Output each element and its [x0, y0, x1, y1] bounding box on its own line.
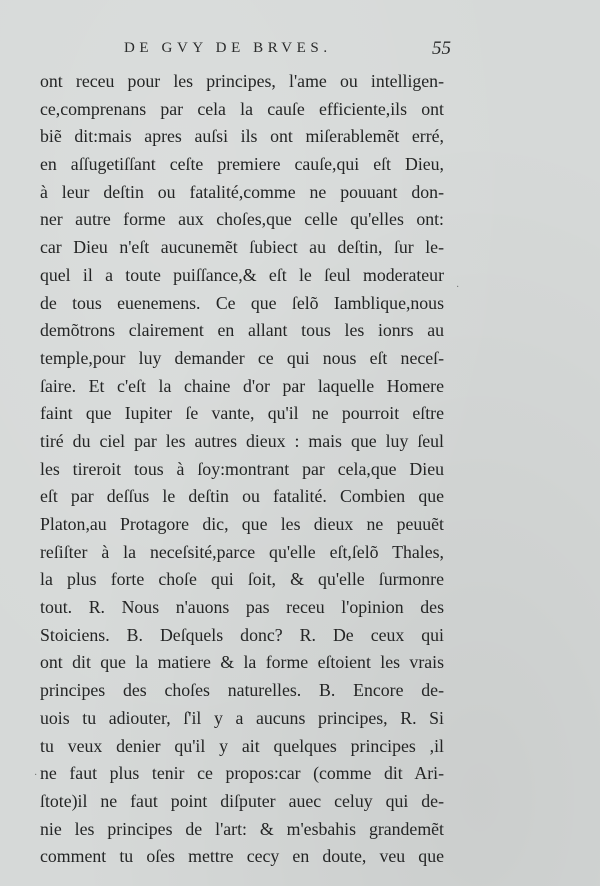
- text-line: la plus forte choſe qui ſoit, & qu'elle ſurmonre: [40, 569, 444, 590]
- text-line: car Dieu n'eſt aucunemẽt ſubiect au deſtin, ſur le-: [40, 237, 444, 258]
- text-line: ſaire. Et c'eſt la chaine d'or par laquelle Homere: [40, 375, 444, 396]
- text-line: biẽ dit:mais apres auſsi ils ont miſerablemẽt erré,: [40, 126, 444, 147]
- text-line: principes des choſes naturelles. B. Encore de-: [40, 680, 444, 701]
- text-line: Stoiciens. B. Deſquels donc? R. De ceux qui: [40, 624, 444, 645]
- text-line: tout. R. Nous n'auons pas receu l'opinion des: [40, 597, 444, 618]
- text-line: à leur deſtin ou fatalité,comme ne pouuant don-: [40, 181, 444, 202]
- text-line: ſtote)il ne faut point diſputer auec celuy qui de-: [40, 790, 444, 811]
- text-line: nie les principes de l'art: & m'esbahis grandemẽt: [40, 818, 444, 839]
- page-header: [124, 36, 454, 60]
- text-line: eſt par deſſus le deſtin ou fatalité. Combien que: [40, 486, 444, 507]
- text-line: uois tu adiouter, ſ'il y a aucuns principes, R. Si: [40, 707, 444, 728]
- text-line: ne faut plus tenir ce propos:car (comme dit Ari-: [40, 763, 444, 784]
- text-line: Platon,au Protagore dic, que les dieux ne peuuẽt: [40, 514, 444, 534]
- margin-speck: ·: [34, 770, 38, 781]
- text-line: demõtrons clairement en allant tous les ionrs au: [40, 320, 444, 341]
- margin-speck: ·: [456, 282, 460, 293]
- body-text: [40, 68, 444, 871]
- text-line: ont receu pour les principes, l'ame ou intelligen-: [40, 71, 444, 91]
- text-line: quel il a toute puiſſance,& eſt le ſeul moderateur: [40, 264, 444, 285]
- text-line: de tous euenemens. Ce que ſelõ Iamblique,nous: [40, 292, 444, 313]
- text-line: tiré du ciel par les autres dieux : mais que luy ſeul: [40, 430, 444, 451]
- text-line: tu veux denier qu'il y ait quelques principes ,il: [40, 735, 444, 756]
- text-line: ont dit que la matiere & la forme eſtoient les vrais: [40, 652, 444, 673]
- text-line: les tireroit tous à ſoy:montrant par cela,que Dieu: [40, 458, 444, 479]
- text-line: en aſſugetiſſant ceſte premiere cauſe,qui eſt Dieu,: [40, 154, 444, 175]
- text-line: ce,comprenans par cela la cauſe efficiente,ils ont: [40, 98, 444, 119]
- page-number: 55: [432, 38, 451, 59]
- text-line: ner autre forme aux choſes,que celle qu'elles ont:: [40, 209, 444, 230]
- text-line: temple,pour luy demander ce qui nous eſt neceſ-: [40, 347, 444, 368]
- text-line: comment tu oſes mettre cecy en doute, veu que: [40, 846, 444, 867]
- text-line: reſiſter à la neceſsité,parce qu'elle eſt,ſelõ Thales,: [40, 541, 444, 562]
- running-head: DE GVY DE BRVES.: [124, 40, 332, 56]
- text-line: faint que Iupiter ſe vante, qu'il ne pourroit eſtre: [40, 403, 444, 424]
